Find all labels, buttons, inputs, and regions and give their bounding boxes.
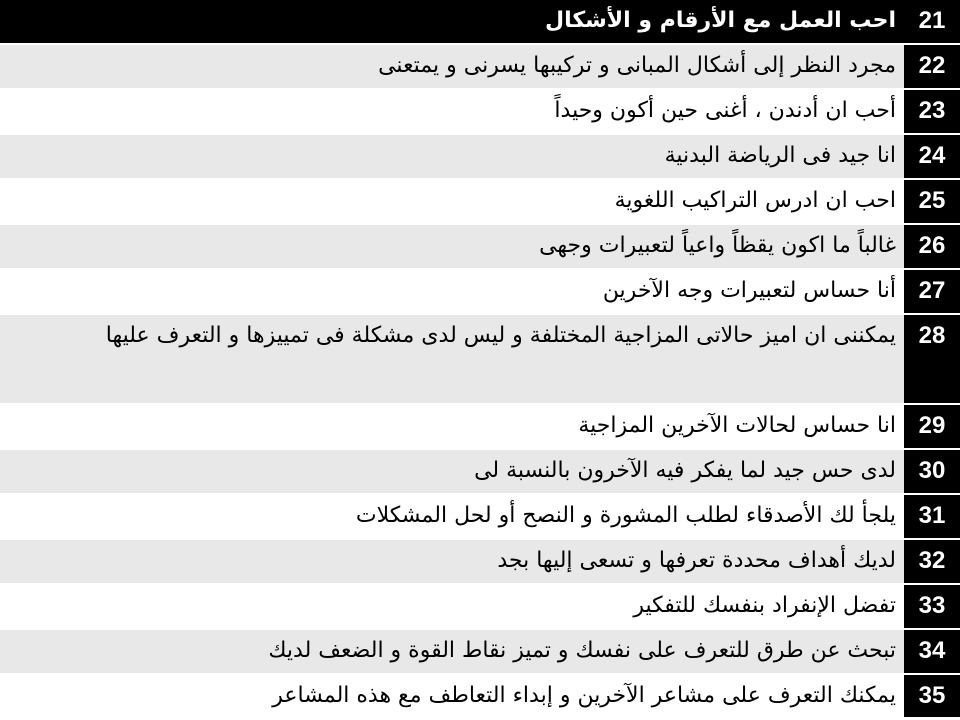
row-number: 25 [904, 180, 960, 223]
row-number: 30 [904, 450, 960, 493]
row-number: 34 [904, 630, 960, 673]
row-text: يمكنك التعرف على مشاعر الآخرين و إبداء التعاطف مع هذه المشاعر [0, 675, 904, 717]
table-row [0, 675, 960, 719]
row-text: أحب ان أدندن ، أغنى حين أكون وحيداً [0, 90, 904, 133]
row-text: لديك أهداف محددة تعرفها و تسعى إليها بجد [0, 540, 904, 583]
row-number: 26 [904, 225, 960, 268]
row-number: 24 [904, 135, 960, 178]
table-row [0, 225, 960, 270]
table-row [0, 0, 960, 45]
table-row [0, 270, 960, 315]
row-text: احب ان ادرس التراكيب اللغوية [0, 180, 904, 223]
table-row [0, 180, 960, 225]
row-text: انا حساس لحالات الآخرين المزاجية [0, 405, 904, 448]
table-row [0, 540, 960, 585]
row-text: تبحث عن طرق للتعرف على نفسك و تميز نقاط القوة و الضعف لديك [0, 630, 904, 673]
table-row [0, 315, 960, 405]
row-number: 33 [904, 585, 960, 628]
row-number: 23 [904, 90, 960, 133]
row-text: مجرد النظر إلى أشكال المبانى و تركيبها يسرنى و يمتعنى [0, 45, 904, 88]
row-number: 22 [904, 45, 960, 88]
row-text: يمكننى ان اميز حالاتى المزاجية المختلفة و ليس لدى مشكلة فى تمييزها و التعرف عليها [0, 315, 904, 403]
row-text: انا جيد فى الرياضة البدنية [0, 135, 904, 178]
table-row [0, 135, 960, 180]
row-number: 21 [904, 0, 960, 43]
row-text: احب العمل مع الأرقام و الأشكال [0, 0, 904, 43]
table-row [0, 585, 960, 630]
row-text: أنا حساس لتعبيرات وجه الآخرين [0, 270, 904, 313]
row-number: 31 [904, 495, 960, 538]
row-number: 27 [904, 270, 960, 313]
row-number: 28 [904, 315, 960, 403]
row-number: 35 [904, 675, 960, 717]
row-text: لدى حس جيد لما يفكر فيه الآخرون بالنسبة لى [0, 450, 904, 493]
row-number: 32 [904, 540, 960, 583]
table-row [0, 405, 960, 450]
table-row [0, 45, 960, 90]
row-text: تفضل الإنفراد بنفسك للتفكير [0, 585, 904, 628]
table-row [0, 630, 960, 675]
table-row [0, 90, 960, 135]
table-row [0, 495, 960, 540]
row-text: يلجأ لك الأصدقاء لطلب المشورة و النصح أو لحل المشكلات [0, 495, 904, 538]
row-text: غالباً ما اكون يقظاً واعياً لتعبيرات وجهى [0, 225, 904, 268]
row-number: 29 [904, 405, 960, 448]
table-row [0, 450, 960, 495]
